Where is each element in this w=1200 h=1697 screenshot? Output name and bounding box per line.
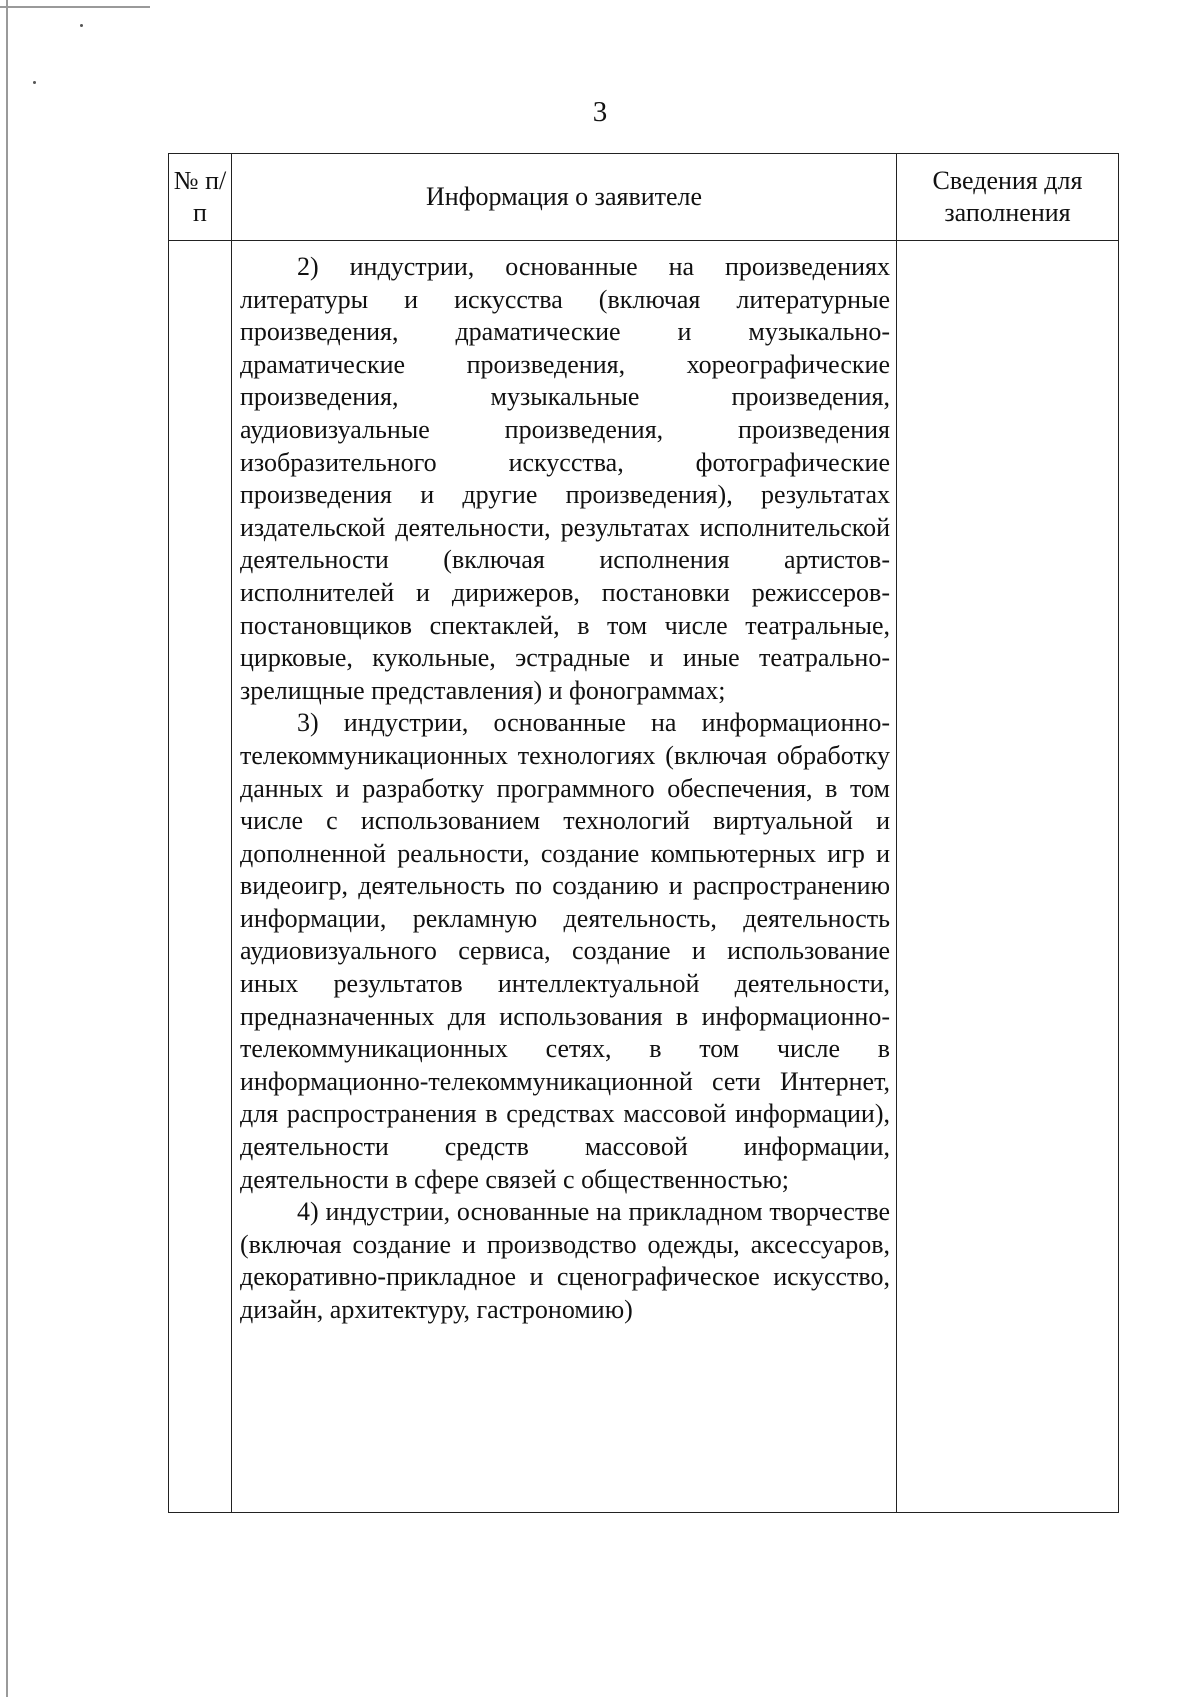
header-fill-in: Сведения для заполнения	[897, 154, 1119, 241]
header-number: № п/п	[169, 154, 232, 241]
scan-edge-top	[0, 6, 150, 8]
table-header-row	[169, 154, 1119, 241]
paragraph-item-4: 4) индустрии, основанные на прикладном творчестве (включая создание и производство одежды, аксессуаров, декоративно-прикладное и сценографическое искусство, дизайн, архитектуру, гастрономию)	[240, 1197, 890, 1324]
applicant-info-cell	[232, 241, 897, 1513]
page-number: 3	[592, 96, 608, 128]
header-applicant-info: Информация о заявителе	[232, 154, 897, 241]
scan-speck	[80, 24, 83, 27]
applicant-info-table	[168, 153, 1119, 1513]
paragraph-item-3: 3) индустрии, основанные на информационно-телекоммуникационных технологиях (включая обработку данных и разработку программного обеспечения, в том числе с использованием технологий виртуальной и дополненной реальности, создание компьютерных игр и видеоигр, деятельность по созданию и распространению информации, рекламную деятельность, деятельность аудиовизуального сервиса, создание и использование иных результатов интеллектуальной деятельности, предназначенных для использования в информационно-телекоммуникационных сетях, в том числе в информационно-телекоммуникационной сети Интернет, для распространения в средствах массовой информации), деятельности средств массовой информации, деятельности в сфере связей с общественностью;	[240, 708, 890, 1194]
paragraph-item-2: 2) индустрии, основанные на произведениях литературы и искусства (включая литературные произведения, драматические и музыкально-драматические произведения, хореографические произведения, музыкальные произведения, аудиовизуальные произведения, произведения изобразительного искусства, фотографические произведения и другие произведения), результатах издательской деятельности, результатах исполнительской деятельности (включая исполнения артистов-исполнителей и дирижеров, постановки режиссеров-постановщиков спектаклей, в том числе театральные, цирковые, кукольные, эстрадные и иные театрально-зрелищные представления) и фонограммах;	[240, 252, 890, 705]
scan-speck	[33, 81, 36, 84]
fill-in-cell	[897, 241, 1119, 1513]
row-number-cell	[169, 241, 232, 1513]
scan-edge-left	[6, 0, 8, 1697]
table-row	[169, 241, 1119, 1513]
